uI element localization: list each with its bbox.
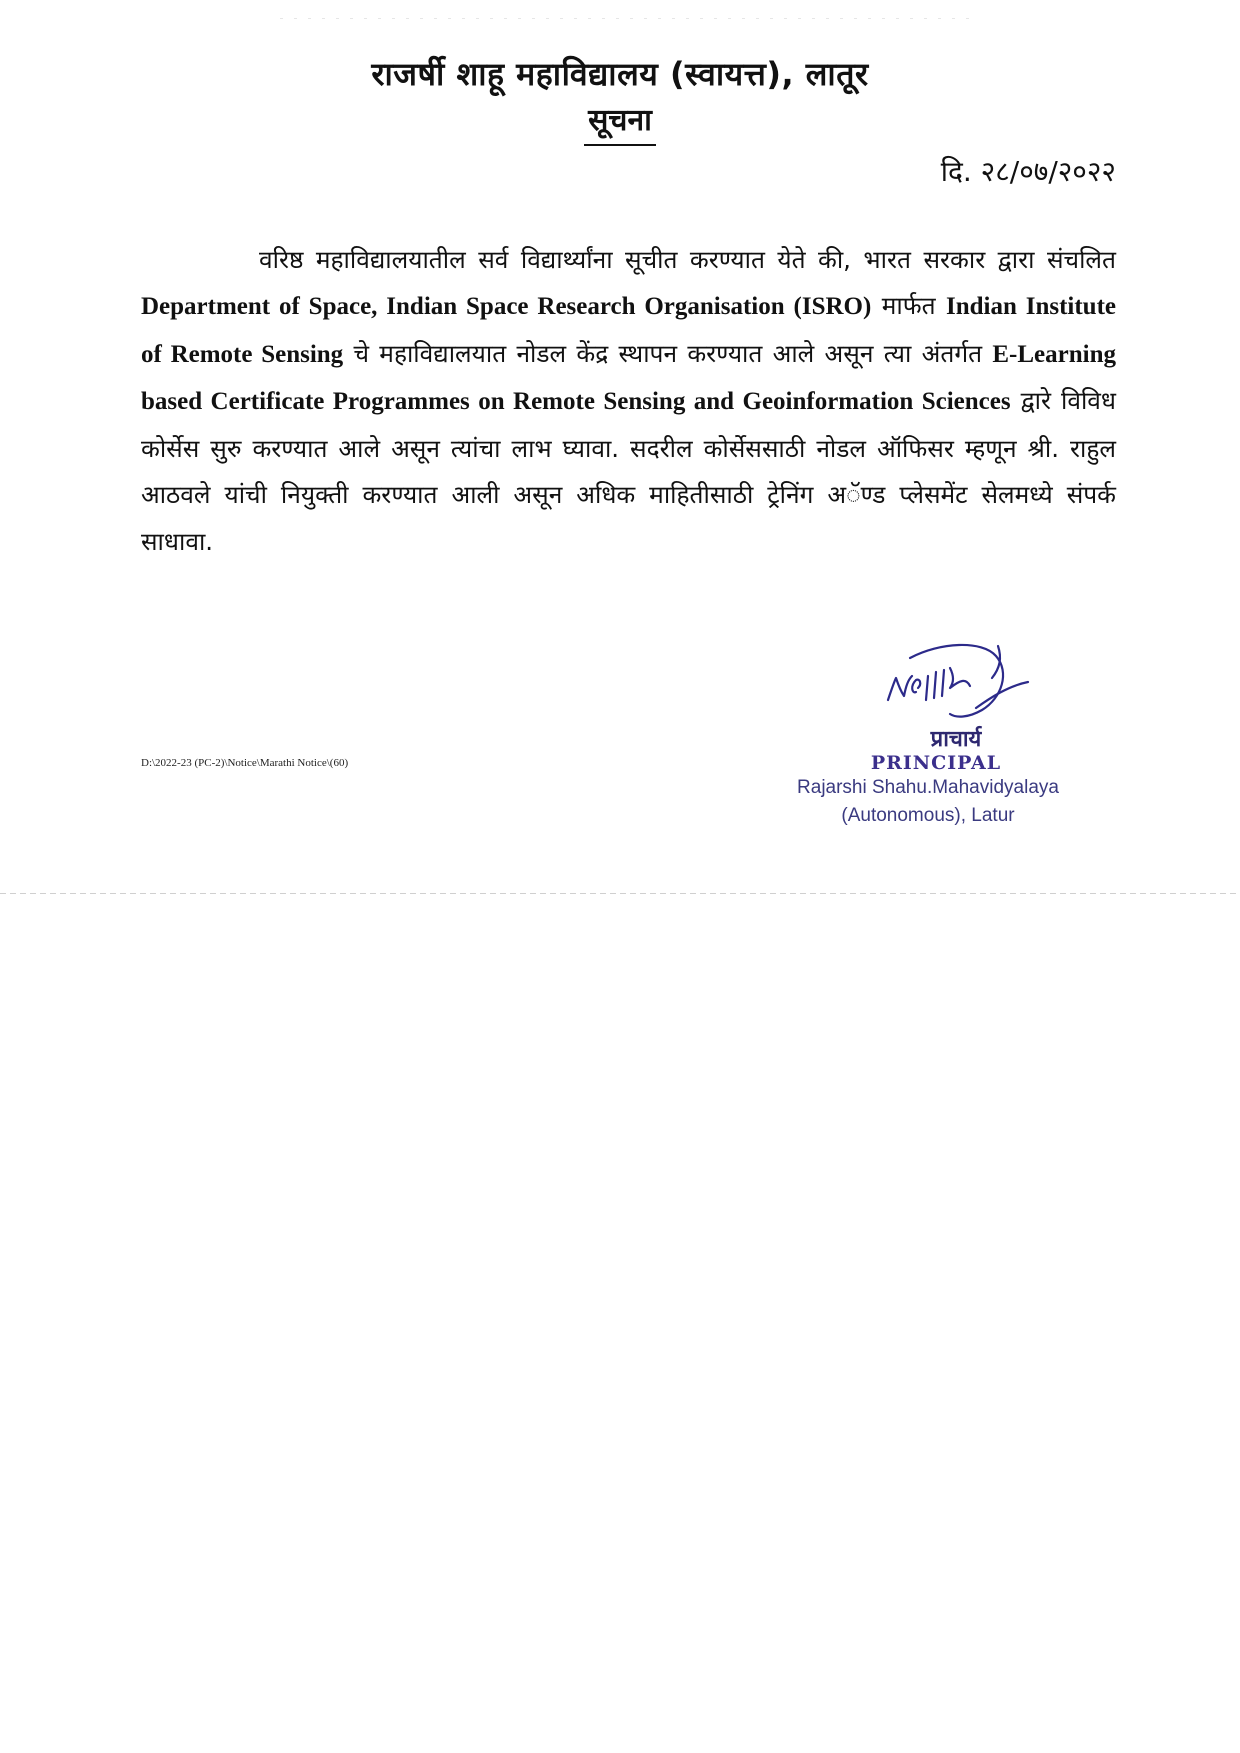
- stamp-location-line: (Autonomous), Latur: [841, 805, 1015, 826]
- stamp-college-line: Rajarshi Shahu.Mahavidyalaya: [797, 777, 1059, 798]
- notice-heading: [0, 98, 1240, 139]
- college-title: राजर्षी शाहू महाविद्यालय (स्वायत्त), लातूर: [371, 55, 869, 93]
- body-bold-programme: E-Learning based Certificate Programmes on Remote Sensing and Geoinformation Sciences: [141, 340, 1116, 415]
- body-text-2: मार्फत: [871, 291, 946, 320]
- scan-artifact: [280, 18, 980, 19]
- notice-body: [141, 237, 1116, 566]
- file-path: D:\2022-23 (PC-2)\Notice\Marathi Notice\(60): [141, 757, 349, 769]
- stamp-title: PRINCIPAL: [870, 752, 1002, 774]
- stamp-marathi-title: प्राचार्य: [930, 727, 982, 752]
- notice-date: दि. २८/०७/२०२२: [940, 155, 1116, 188]
- body-text-4: द्वारे विविध कोर्सेस सुरु करण्यात आले असून त्यांचा लाभ घ्यावा. सदरील कोर्सेससाठी नोडल ऑफिसर म्हणून श्री. राहुल आठवले यांची नियुक्ती करण्यात आली असून अधिक माहितीसाठी ट्रेनिंग अॅण्ड प्लेसमेंट सेलमध्ये संपर्क साधावा.: [141, 386, 1116, 556]
- body-text-3: चे महाविद्यालयात नोडल केंद्र स्थापन करण्यात आले असून त्या अंतर्गत: [343, 338, 993, 368]
- notice-heading-text: सूचना: [584, 103, 656, 146]
- principal-stamp: [778, 728, 1078, 830]
- body-bold-iirs: Indian Institute of Remote Sensing: [141, 293, 1116, 368]
- fold-line: [0, 893, 1240, 894]
- body-bold-isro: Department of Space, Indian Space Research Organisation (ISRO): [141, 293, 872, 320]
- body-text-1: वरिष्ठ महाविद्यालयातील सर्व विद्यार्थ्यांना सूचीत करण्यात येते की, भारत सरकार द्वारा संचलित: [259, 244, 1116, 274]
